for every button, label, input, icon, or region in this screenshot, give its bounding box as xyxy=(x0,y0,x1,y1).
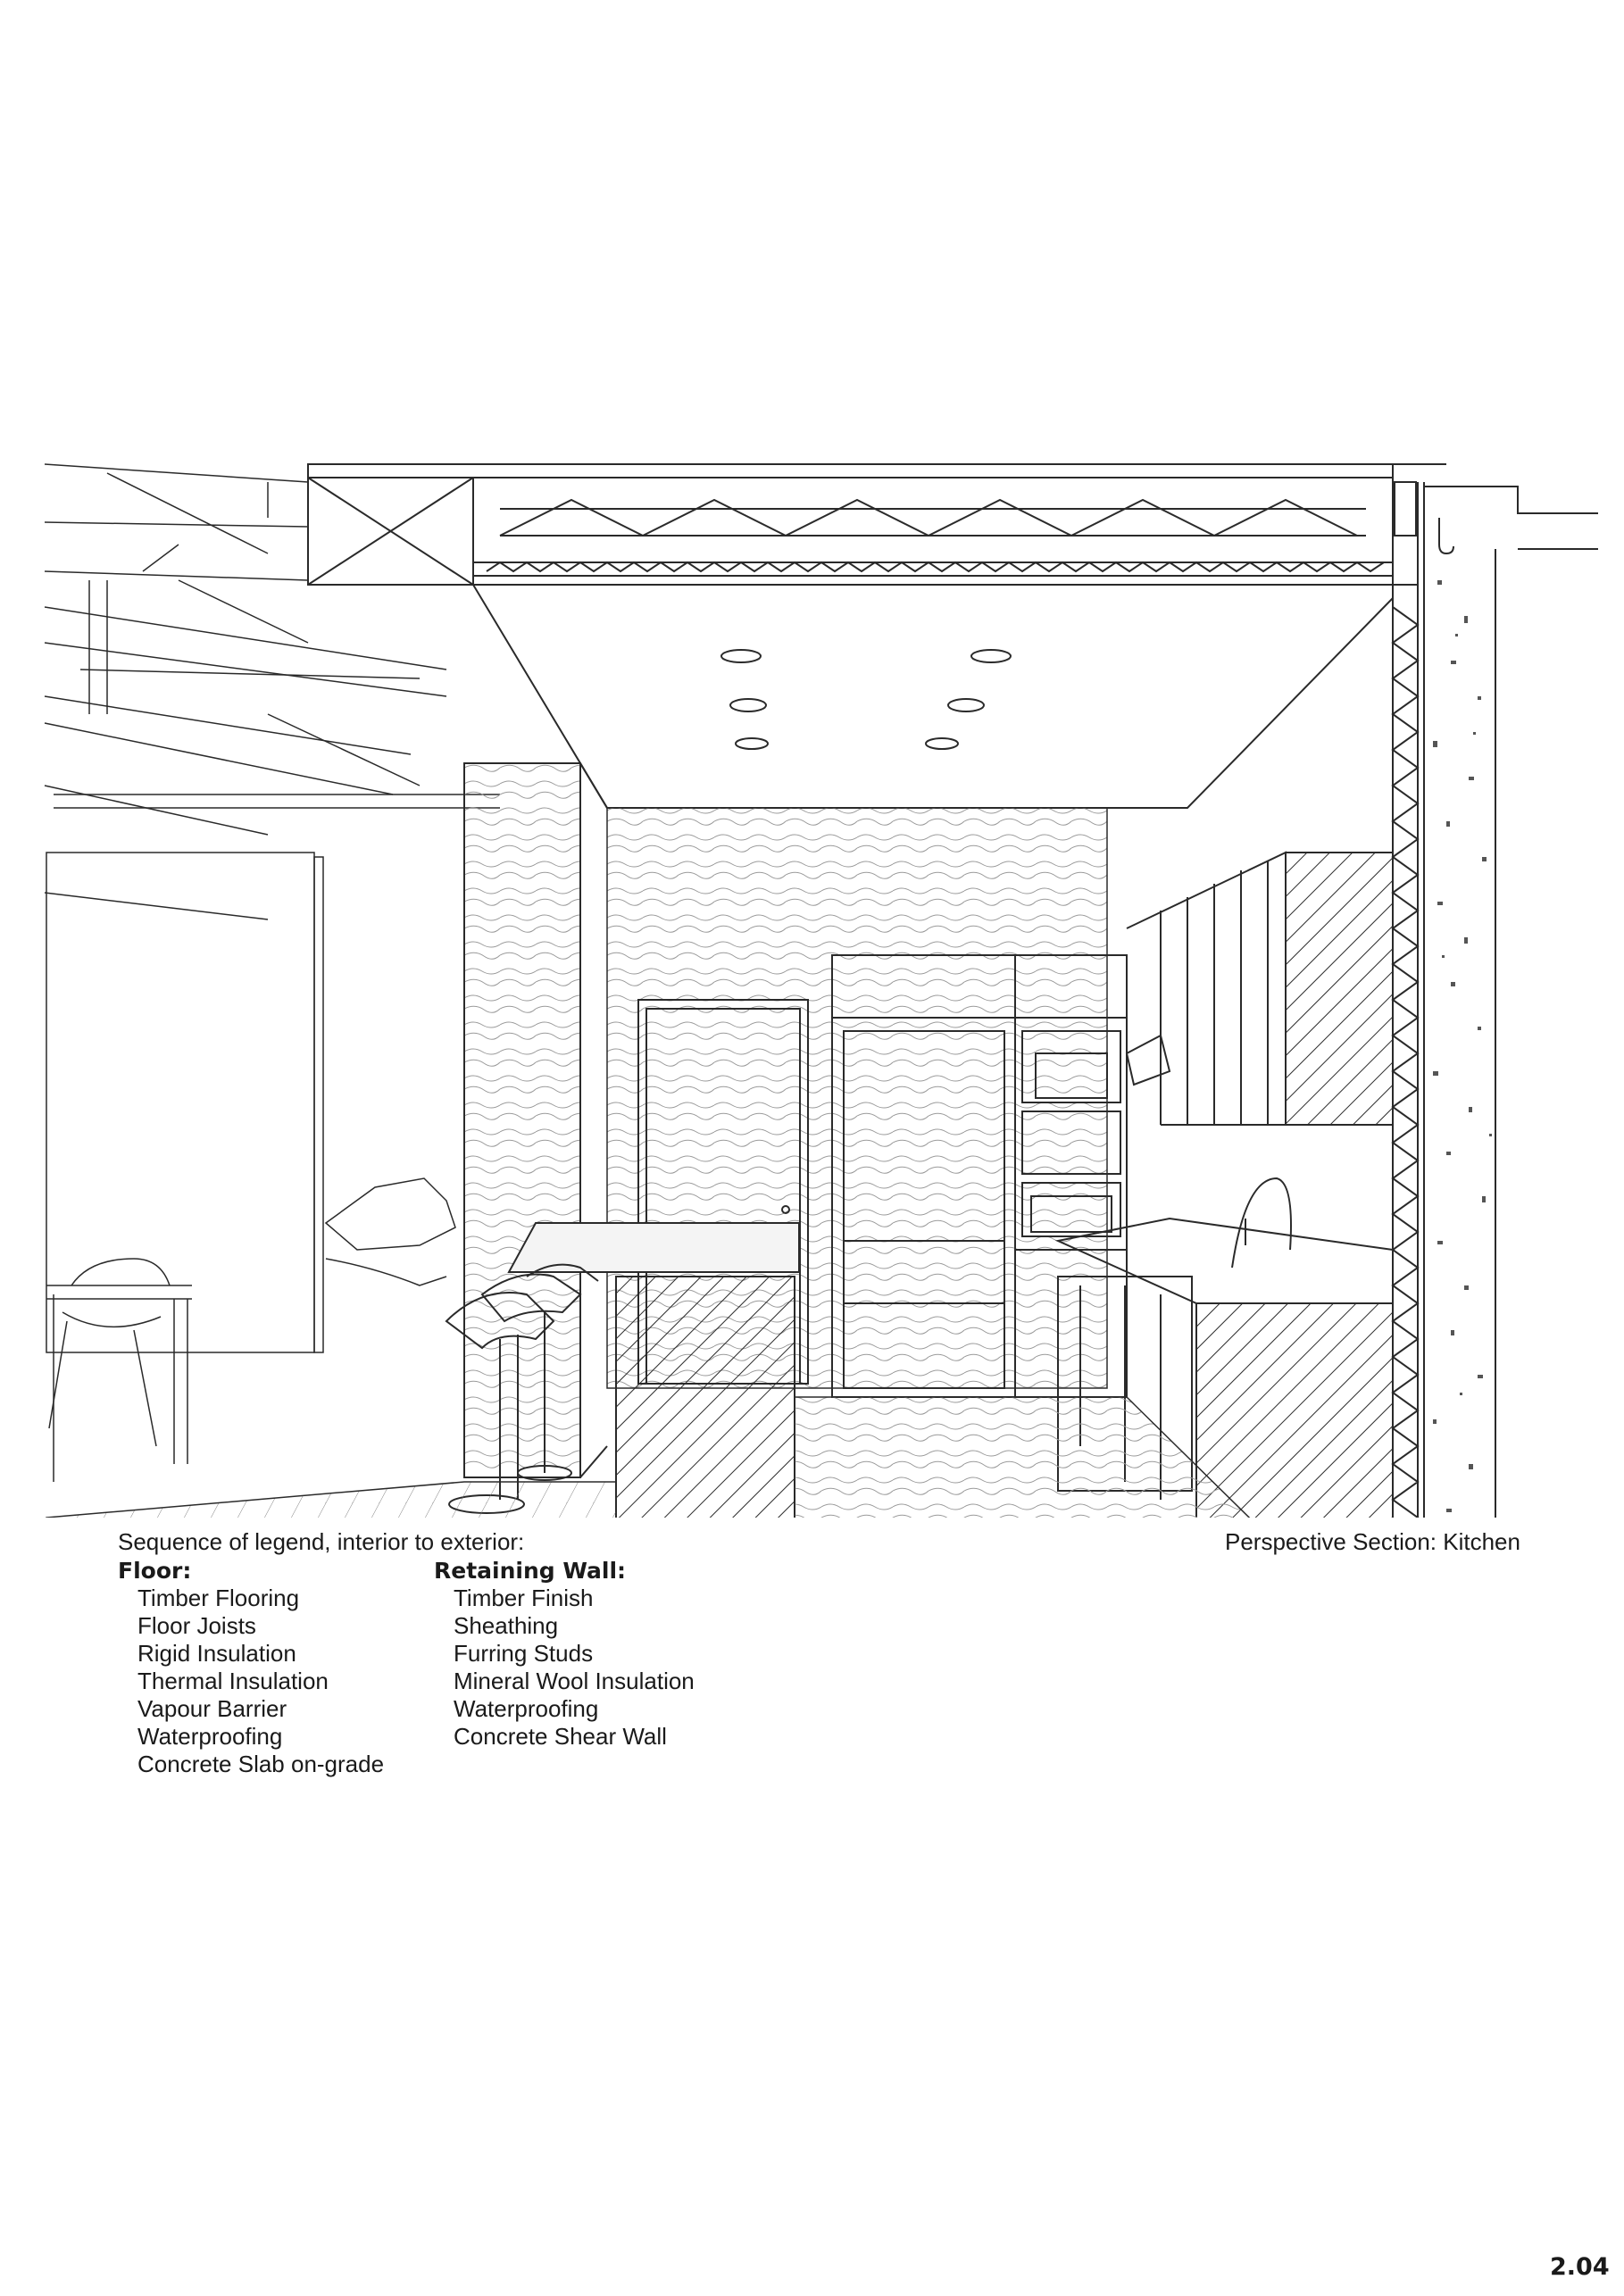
kitchen-ceiling xyxy=(473,585,1393,808)
legend-floor-item: Concrete Slab on-grade xyxy=(137,1751,385,1777)
legend-floor-item: Waterproofing xyxy=(137,1723,283,1750)
roof-assembly xyxy=(308,464,1446,585)
page-number: 2.04 xyxy=(1550,2253,1610,2281)
timber-column xyxy=(464,763,607,1477)
legend-floor-item: Floor Joists xyxy=(137,1612,256,1639)
lounge-chair xyxy=(326,1178,455,1285)
dining-area xyxy=(46,853,323,1482)
legend-heading: Sequence of legend, interior to exterior: xyxy=(118,1528,525,1555)
legend-floor xyxy=(118,1557,384,1778)
legend-retaining-wall-item: Furring Studs xyxy=(454,1640,594,1667)
existing-roof-trusses xyxy=(45,464,500,919)
legend-floor-title: Floor: xyxy=(118,1558,192,1584)
legend-retaining-wall-item: Concrete Shear Wall xyxy=(454,1723,667,1750)
legend-retaining-wall-item: Waterproofing xyxy=(454,1695,599,1722)
legend-floor-item: Thermal Insulation xyxy=(137,1668,329,1694)
drawing-caption: Perspective Section: Kitchen xyxy=(1225,1528,1520,1555)
legend-floor-item: Timber Flooring xyxy=(137,1585,300,1611)
legend-retaining-wall-item: Sheathing xyxy=(454,1612,559,1639)
upper-cabinets xyxy=(1127,853,1393,1125)
legend-retaining-wall-title: Retaining Wall: xyxy=(434,1558,627,1584)
legend-floor-item: Vapour Barrier xyxy=(137,1695,287,1722)
legend-floor-item: Rigid Insulation xyxy=(137,1640,296,1667)
legend-retaining-wall-item: Timber Finish xyxy=(454,1585,594,1611)
legend-retaining-wall xyxy=(434,1557,695,1751)
retaining-wall xyxy=(1393,482,1598,1518)
legend-retaining-wall-item: Mineral Wool Insulation xyxy=(454,1668,695,1694)
